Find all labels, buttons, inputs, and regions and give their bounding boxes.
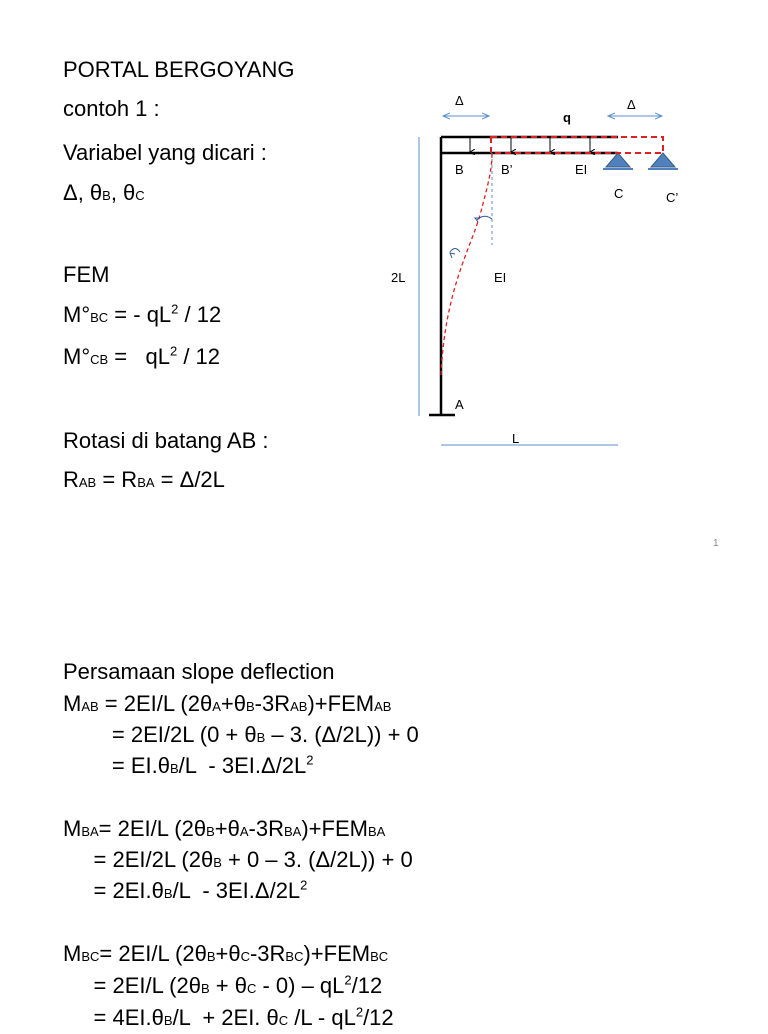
roller-support-c bbox=[606, 153, 630, 167]
mba-step-3: = $2EI.\theta B/L - 3EI.\Delta/2L^2$ bbox=[63, 877, 308, 903]
mbc-step-3: = 4EI.θB/L + 2EI. θC $/L - qL^2/12$ bbox=[63, 1004, 394, 1030]
page-number: 1 bbox=[713, 538, 719, 549]
rotation-arc-2 bbox=[450, 249, 460, 253]
mab-step-2: = 2EI/2L (0 + θB – 3. (Δ/2L)) + 0 bbox=[63, 722, 419, 747]
node-c-prime-label: C’ bbox=[666, 190, 679, 205]
variables-label: Variabel yang dicari : bbox=[63, 140, 267, 165]
example-label: contoh 1 : bbox=[63, 96, 160, 121]
mba-step-2: = 2EI/2L (2θB + 0 – 3. (Δ/2L)) + 0 bbox=[63, 847, 413, 872]
slope-deflection-title: Persamaan slope deflection bbox=[63, 659, 335, 684]
mab-step-3: = $EI.\theta B/L - 3EI.\Delta/2L^2$ bbox=[63, 752, 314, 778]
slide-title: PORTAL BERGOYANG bbox=[63, 57, 295, 82]
node-a-label: A bbox=[455, 397, 464, 412]
mbc-equation: MBC= 2EI/L (2θB+θC-3RBC)+FEMBC bbox=[63, 941, 389, 966]
rotation-title: Rotasi di batang AB : bbox=[63, 428, 269, 453]
node-c-label: C bbox=[614, 186, 624, 201]
distributed-load-arrows bbox=[470, 138, 590, 152]
slide-2 bbox=[0, 640, 768, 1030]
fem-bc: M°BC = - $qL^2 / 12$ bbox=[63, 301, 222, 327]
mba-equation: MBA= 2EI/L (2θB+θA-3RBA)+FEMBA bbox=[63, 816, 386, 841]
deflected-column bbox=[441, 153, 492, 375]
mab-equation: MAB = 2EI/L (2θA+θB-3RAB)+FEMAB bbox=[63, 691, 392, 716]
span-l-label: L bbox=[512, 431, 520, 446]
delta-label-left: Δ bbox=[455, 93, 464, 108]
roller-support-c-prime bbox=[651, 153, 675, 167]
variables-list: Δ, θB, θC bbox=[63, 180, 145, 205]
mbc-step-2: = 2EI/L $(2\theta B + \theta C - 0) - qL^2/12$ bbox=[63, 972, 383, 998]
height-2l-label: 2L bbox=[391, 270, 406, 285]
displaced-beam bbox=[491, 137, 663, 153]
node-b-prime-label: B’ bbox=[501, 162, 513, 177]
delta-label-right: Δ bbox=[627, 97, 636, 112]
rotation-formula: RAB = RBA = Δ/2L bbox=[63, 467, 225, 492]
fem-title: FEM bbox=[63, 262, 110, 287]
node-b-label: B bbox=[455, 162, 464, 177]
fem-cb: $M^\circ CB = qL^2 / 12$ bbox=[63, 343, 221, 369]
beam-ei-label: EI bbox=[575, 162, 588, 177]
load-q-label: q bbox=[563, 110, 571, 125]
column-ei-label: EI bbox=[494, 270, 507, 285]
